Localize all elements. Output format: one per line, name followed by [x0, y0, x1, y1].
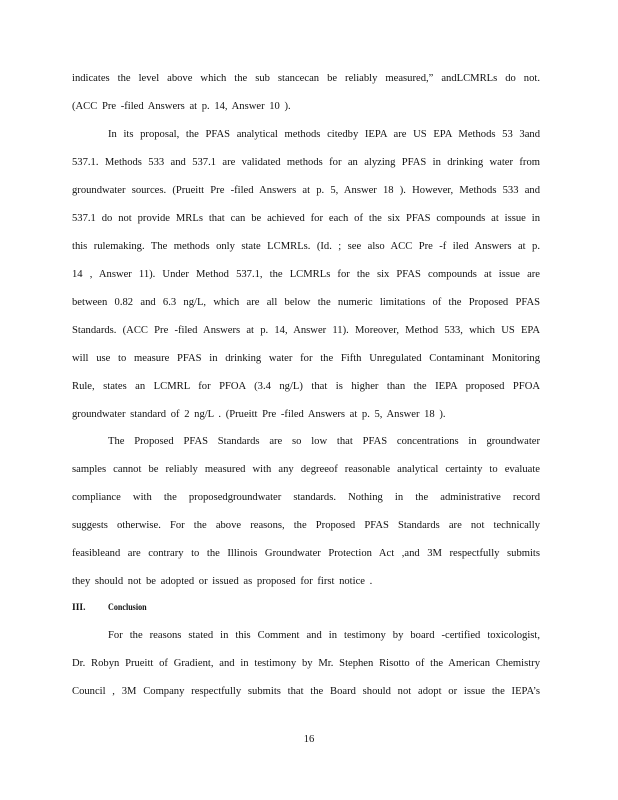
body-line: 537.1 do not provide MRLs that can be achieved for each of the six PFAS compounds at issue in: [72, 213, 540, 224]
body-line: Council , 3M Company respectfully submits that the Board should not adopt or issue the IEPA’s: [72, 686, 540, 697]
body-line: compliance with the proposedgroundwater standards. Nothing in the administrative record: [72, 492, 540, 503]
body-line: Standards. (ACC Pre -filed Answers at p. 14, Answer 11). Moreover, Method 533, which US EPA: [72, 325, 540, 336]
body-line: (ACC Pre -filed Answers at p. 14, Answer 10 ).: [72, 101, 291, 112]
body-line: suggests otherwise. For the above reasons, the Proposed PFAS Standards are not technically: [72, 520, 540, 531]
body-line: Dr. Robyn Prueitt of Gradient, and in testimony by Mr. Stephen Risotto of the American Chemistry: [72, 658, 540, 669]
body-line: will use to measure PFAS in drinking water for the Fifth Unregulated Contaminant Monitoring: [72, 353, 540, 364]
body-line: indicates the level above which the sub stancecan be reliably measured,” andLCMRLs do not.: [72, 73, 540, 84]
section-heading: [72, 601, 153, 615]
section-title: Conclusion: [108, 603, 147, 613]
body-line: groundwater standard of 2 ng/L . (Prueitt Pre -filed Answers at p. 5, Answer 18 ).: [72, 409, 446, 420]
body-line: feasibleand are contrary to the Illinois Groundwater Protection Act ,and 3M respectfully submits: [72, 548, 540, 559]
section-number: III.: [72, 603, 86, 613]
paragraph-first-line: For the reasons stated in this Comment and in testimony by board -certified toxicologist,: [108, 630, 540, 641]
body-line: 14 , Answer 11). Under Method 537.1, the LCMRLs for the six PFAS compounds at issue are: [72, 269, 540, 280]
body-line: 537.1. Methods 533 and 537.1 are validated methods for an alyzing PFAS in drinking water from: [72, 157, 540, 168]
paragraph-first-line: The Proposed PFAS Standards are so low that PFAS concentrations in groundwater: [108, 436, 540, 447]
body-line: this rulemaking. The methods only state LCMRLs. (Id. ; see also ACC Pre -f iled Answers at p.: [72, 241, 540, 252]
body-line: groundwater sources. (Prueitt Pre -filed Answers at p. 5, Answer 18 ). However, Methods 533 and: [72, 185, 540, 196]
body-line: between 0.82 and 6.3 ng/L, which are all below the numeric limitations of the Proposed PFAS: [72, 297, 540, 308]
body-line: they should not be adopted or issued as proposed for first notice .: [72, 576, 373, 587]
body-line: Rule, states an LCMRL for PFOA (3.4 ng/L) that is higher than the IEPA proposed PFOA: [72, 381, 540, 392]
paragraph-first-line: In its proposal, the PFAS analytical methods citedby IEPA are US EPA Methods 53 3and: [108, 129, 540, 140]
page-number: 16: [303, 734, 315, 745]
body-line: samples cannot be reliably measured with any degreeof reasonable analytical certainty to evaluate: [72, 464, 540, 475]
